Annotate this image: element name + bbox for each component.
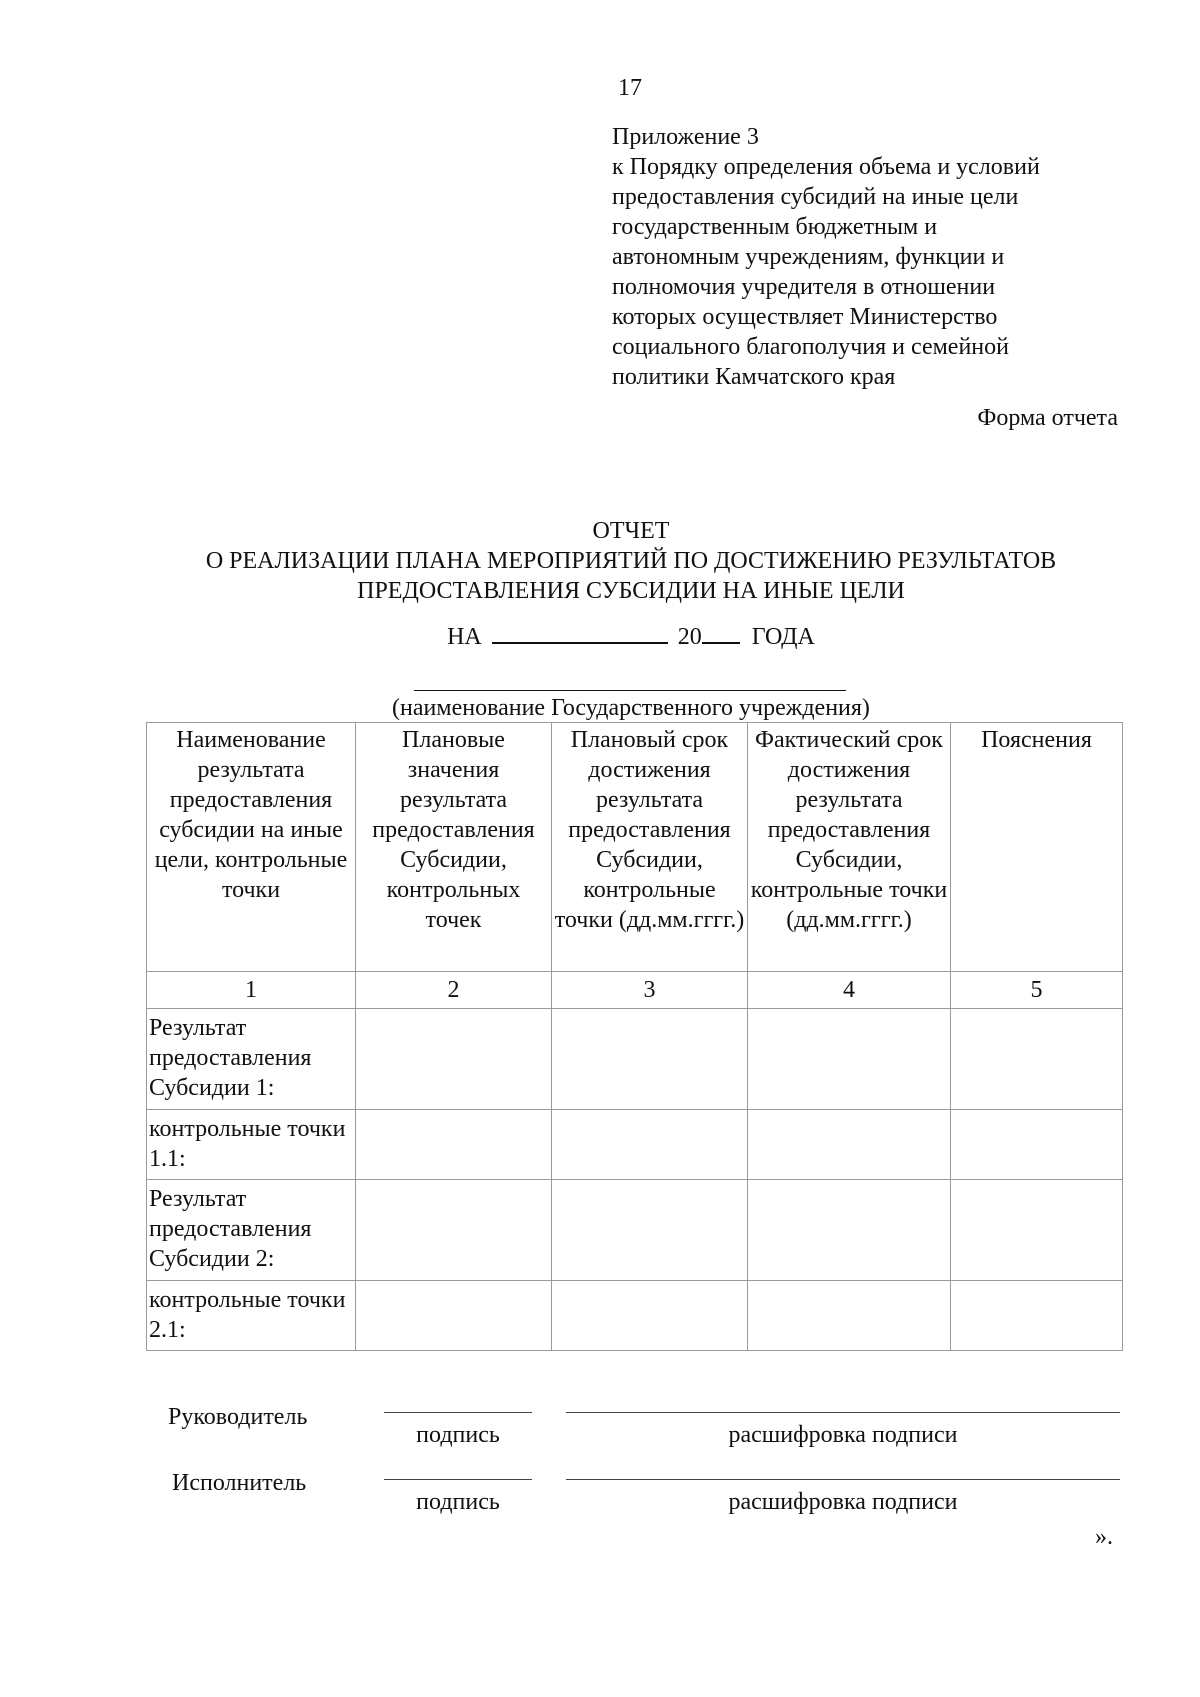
closing-quote: ». <box>1095 1524 1113 1550</box>
column-number: 5 <box>951 972 1123 1009</box>
report-period <box>0 620 1200 652</box>
period-year-prefix: 20 <box>677 624 702 650</box>
column-number: 3 <box>552 972 748 1009</box>
period-prefix: НА <box>447 624 482 650</box>
table-cell[interactable] <box>951 1009 1123 1110</box>
table-cell[interactable] <box>356 1009 552 1110</box>
appendix-line: Приложение 3 <box>612 124 759 150</box>
column-header: Плановый срок достижения результата предоставления Субсидии, контрольные точки (дд.мм.гггг.) <box>552 723 748 972</box>
table-cell[interactable] <box>552 1281 748 1351</box>
executor-signature-decoding-line[interactable] <box>566 1479 1120 1480</box>
column-header: Плановые значения результата предоставления Субсидии, контрольных точек <box>356 723 552 972</box>
executor-signature-line[interactable] <box>384 1479 532 1480</box>
organization-caption: (наименование Государственного учреждения) <box>392 695 870 721</box>
table-cell[interactable] <box>748 1180 951 1281</box>
column-number-row <box>147 972 1123 1009</box>
table-row <box>147 1281 1123 1351</box>
organization-name-line[interactable] <box>414 690 846 691</box>
appendix-line: к Порядку определения объема и условий <box>612 154 1040 180</box>
lead-signature-decoding-line[interactable] <box>566 1412 1120 1413</box>
period-suffix: ГОДА <box>751 624 815 650</box>
column-header: Наименование результата предоставления субсидии на иные цели, контрольные точки <box>147 723 356 972</box>
table-cell[interactable] <box>951 1180 1123 1281</box>
appendix-line: государственным бюджетным и <box>612 214 938 240</box>
table-cell[interactable] <box>356 1110 552 1180</box>
period-date-blank[interactable] <box>492 620 668 644</box>
row-label: контрольные точки 1.1: <box>147 1110 356 1180</box>
appendix-line: полномочия учредителя в отношении <box>612 274 996 300</box>
table-cell[interactable] <box>356 1281 552 1351</box>
table-cell[interactable] <box>951 1110 1123 1180</box>
appendix-line: автономным учреждениям, функции и <box>612 244 1005 270</box>
column-number: 2 <box>356 972 552 1009</box>
lead-decoding-caption: расшифровка подписи <box>728 1422 958 1448</box>
row-label: Результат предоставления Субсидии 1: <box>147 1009 356 1110</box>
page-number: 17 <box>618 75 642 101</box>
report-subtitle-line-1: О РЕАЛИЗАЦИИ ПЛАНА МЕРОПРИЯТИЙ ПО ДОСТИЖЕНИЮ РЕЗУЛЬТАТОВ <box>205 548 1057 574</box>
column-number: 1 <box>147 972 356 1009</box>
column-number: 4 <box>748 972 951 1009</box>
table-cell[interactable] <box>356 1180 552 1281</box>
row-label: Результат предоставления Субсидии 2: <box>147 1180 356 1281</box>
table-cell[interactable] <box>748 1009 951 1110</box>
row-label: контрольные точки 2.1: <box>147 1281 356 1351</box>
column-header: Пояснения <box>951 723 1123 972</box>
column-header: Фактический срок достижения результата предоставления Субсидии, контрольные точки (дд.мм.гггг.) <box>748 723 951 972</box>
lead-signature-label: Руководитель <box>168 1404 308 1430</box>
table-cell[interactable] <box>552 1009 748 1110</box>
table-cell[interactable] <box>748 1110 951 1180</box>
table-cell[interactable] <box>748 1281 951 1351</box>
report-title: ОТЧЕТ <box>592 518 670 544</box>
executor-signature-caption: подпись <box>416 1489 500 1515</box>
table-cell[interactable] <box>951 1281 1123 1351</box>
report-subtitle-line-2: ПРЕДОСТАВЛЕНИЯ СУБСИДИИ НА ИНЫЕ ЦЕЛИ <box>357 578 905 604</box>
appendix-block <box>612 122 1112 392</box>
executor-signature-label: Исполнитель <box>172 1470 307 1496</box>
executor-decoding-caption: расшифровка подписи <box>728 1489 958 1515</box>
form-label: Форма отчета <box>977 405 1118 431</box>
table-cell[interactable] <box>552 1180 748 1281</box>
lead-signature-caption: подпись <box>416 1422 500 1448</box>
appendix-line: политики Камчатского края <box>612 364 896 390</box>
table-row <box>147 1110 1123 1180</box>
report-table <box>146 722 1123 1351</box>
appendix-line: которых осуществляет Министерство <box>612 304 998 330</box>
table-header-row <box>147 723 1123 972</box>
table-cell[interactable] <box>552 1110 748 1180</box>
table-row <box>147 1180 1123 1281</box>
table-row <box>147 1009 1123 1110</box>
period-year-blank[interactable] <box>702 620 740 644</box>
lead-signature-line[interactable] <box>384 1412 532 1413</box>
appendix-line: социального благополучия и семейной <box>612 334 1009 360</box>
appendix-line: предоставления субсидий на иные цели <box>612 184 1019 210</box>
